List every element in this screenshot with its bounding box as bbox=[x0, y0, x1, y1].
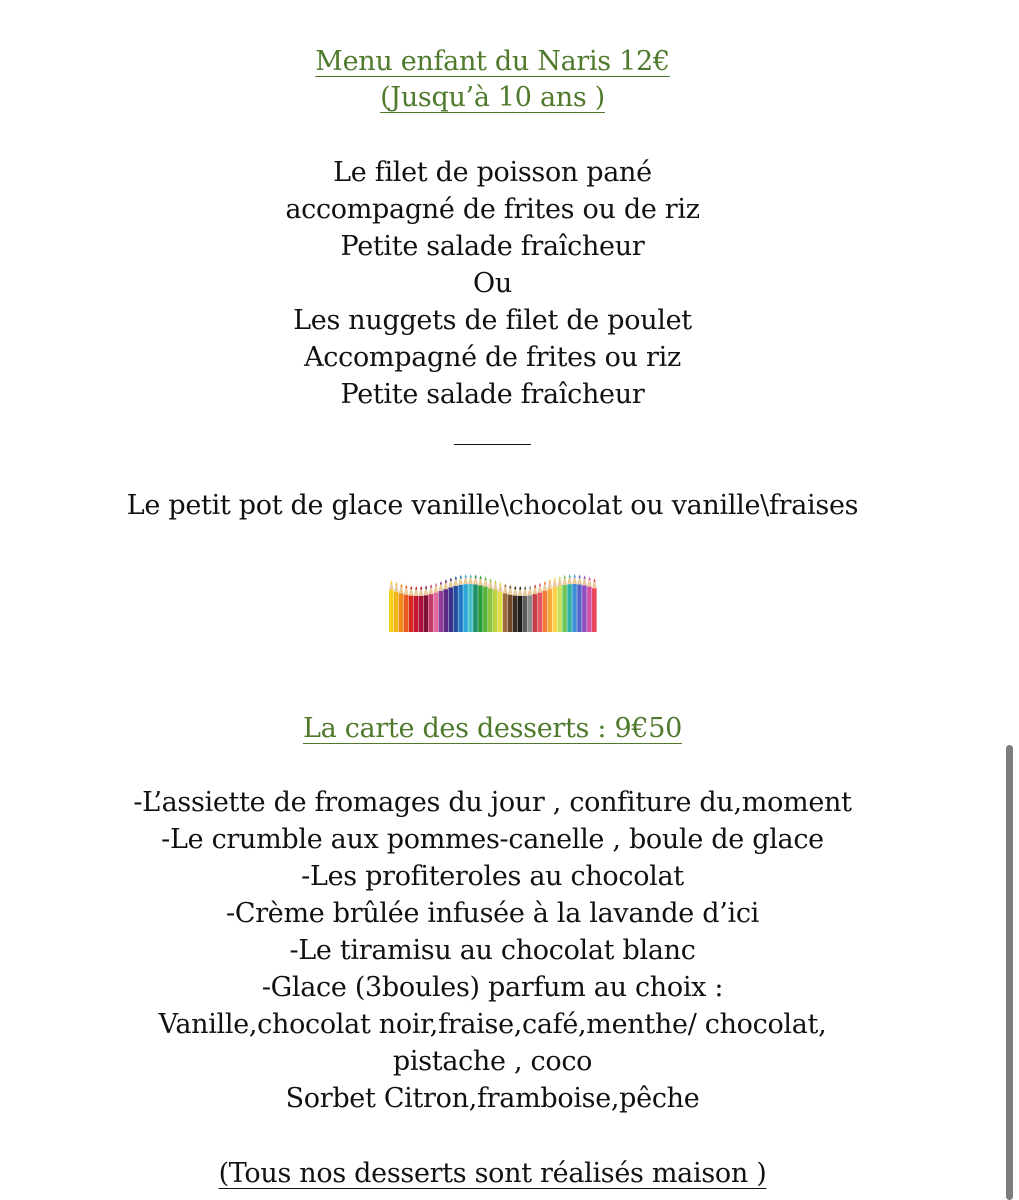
kids-menu-title: Menu enfant du Naris 12€ bbox=[315, 46, 670, 77]
dessert-item: -Le tiramisu au chocolat blanc bbox=[289, 935, 696, 966]
kids-menu-item: Le filet de poisson pané bbox=[333, 157, 652, 188]
dessert-menu-title: La carte des desserts : 9€50 bbox=[303, 713, 682, 744]
kids-menu-item: Accompagné de frites ou riz bbox=[304, 342, 681, 373]
kids-menu-item: Ou bbox=[473, 268, 512, 299]
dessert-item: -Le crumble aux pommes-canelle , boule de glace bbox=[161, 824, 824, 855]
dessert-item: -Les profiteroles au chocolat bbox=[301, 861, 684, 892]
vertical-scrollbar[interactable] bbox=[1006, 745, 1013, 1200]
kids-menu-item: Petite salade fraîcheur bbox=[340, 379, 645, 410]
dessert-item: -Glace (3boules) parfum au choix : bbox=[261, 972, 724, 1003]
dessert-item: -Crème brûlée infusée à la lavande d’ici bbox=[226, 898, 759, 929]
kids-menu-item: Les nuggets de filet de poulet bbox=[293, 305, 692, 336]
kids-menu-item: accompagné de frites ou de riz bbox=[285, 194, 700, 225]
dessert-item: pistache , coco bbox=[392, 1046, 593, 1077]
dessert-note: (Tous nos desserts sont réalisés maison ) bbox=[218, 1158, 767, 1189]
section-separator bbox=[454, 444, 531, 445]
dessert-item: Sorbet Citron,framboise,pêche bbox=[285, 1083, 700, 1114]
kids-menu-dessert: Le petit pot de glace vanille\chocolat ou vanille\fraises bbox=[126, 490, 859, 521]
kids-menu-subtitle: (Jusqu’à 10 ans ) bbox=[380, 82, 605, 113]
dessert-item: -L’assiette de fromages du jour , confiture du,moment bbox=[133, 787, 852, 818]
colored-pencils-icon bbox=[389, 574, 597, 632]
kids-menu-item: Petite salade fraîcheur bbox=[340, 231, 645, 262]
scrollbar-thumb[interactable] bbox=[1006, 745, 1013, 1200]
dessert-item: Vanille,chocolat noir,fraise,café,menthe/ chocolat, bbox=[158, 1009, 827, 1040]
